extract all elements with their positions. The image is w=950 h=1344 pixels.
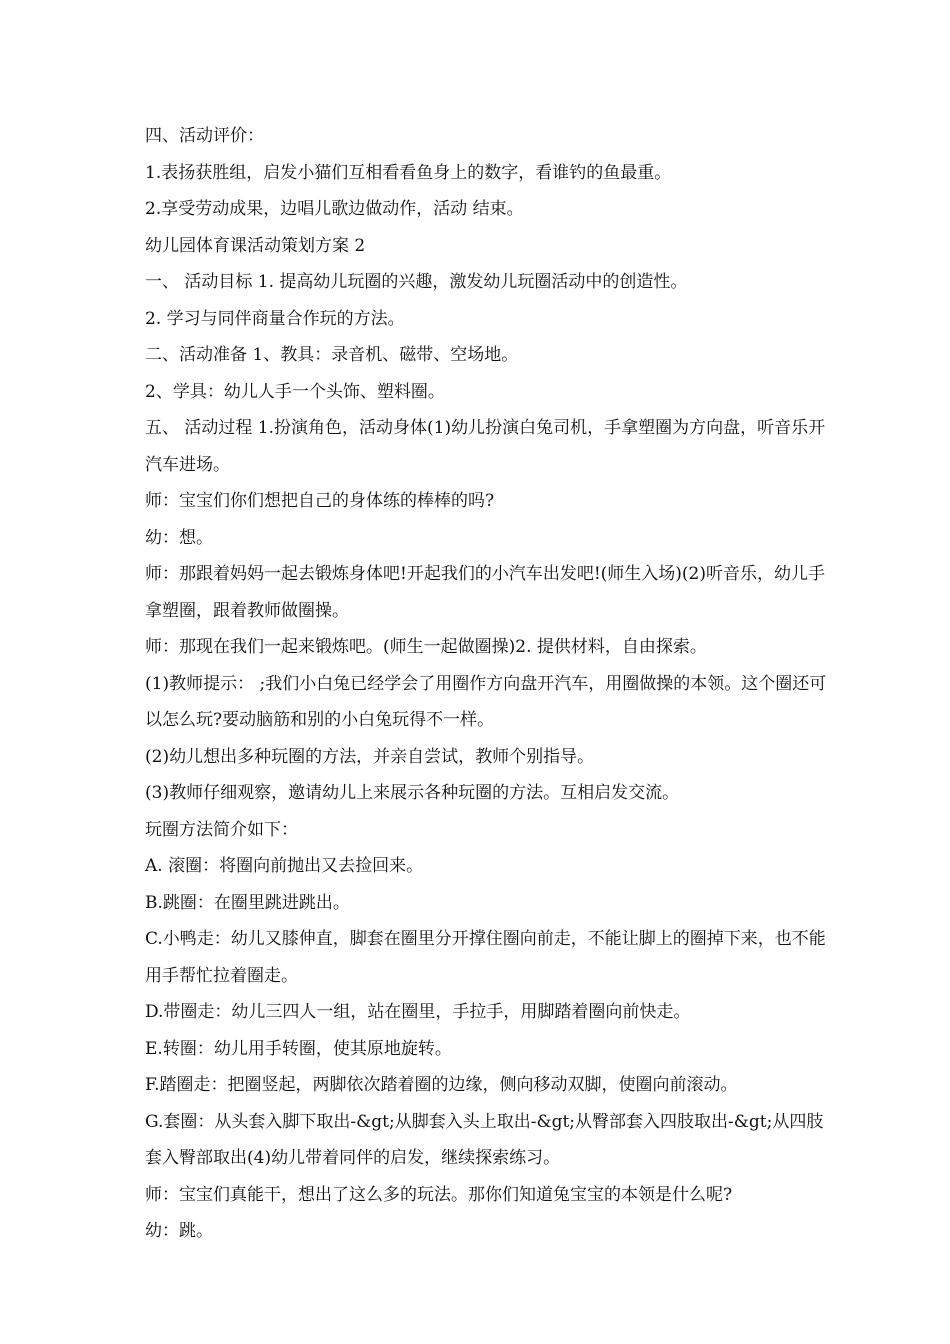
paragraph: 2. 学习与同伴商量合作玩的方法。: [145, 308, 405, 329]
paragraph: 1.表扬获胜组，启发小猫们互相看看鱼身上的数字，看谁钓的鱼最重。: [145, 162, 672, 183]
dialogue-line: 师：宝宝们你们想把自己的身体练的棒棒的吗?: [145, 491, 495, 511]
dialogue-line: 师：那跟着妈妈一起去锻炼身体吧!开起我们的小汽车出发吧!(师生入场)(2)听音乐，幼儿手拿塑圈，跟着教师做圈操。: [145, 564, 826, 621]
paragraph: (3)教师仔细观察，邀请幼儿上来展示各种玩圈的方法。互相启发交流。: [145, 783, 680, 803]
paragraph: 一、 活动目标 1. 提高幼儿玩圈的兴趣，激发幼儿玩圈活动中的创造性。: [145, 272, 688, 292]
section-heading-evaluation: 四、活动评价：: [145, 126, 264, 146]
list-item: E.转圈：幼儿用手转圈，使其原地旋转。: [145, 1038, 452, 1059]
paragraph: (1)教师提示： ;我们小白兔已经学会了用圈作方向盘开汽车，用圈做操的本领。这个圈还可以怎么玩?要动脑筋和别的小白兔玩得不一样。: [145, 673, 827, 730]
paragraph: (2)幼儿想出多种玩圈的方法，并亲自尝试，教师个别指导。: [145, 746, 595, 767]
list-item: A. 滚圈：将圈向前抛出又去捡回来。: [145, 856, 424, 876]
paragraph: 五、 活动过程 1.扮演角色，活动身体(1)幼儿扮演白兔司机，手拿塑圈为方向盘，听音乐开汽车进场。: [145, 418, 826, 475]
list-item: C.小鸭走：幼儿又膝伸直，脚套在圈里分开撑住圈向前走，不能让脚上的圈掉下来，也不能用手帮忙拉着圈走。: [145, 929, 826, 986]
dialogue-line: 师：宝宝们真能干，想出了这么多的玩法。那你们知道兔宝宝的本领是什么呢?: [145, 1184, 733, 1205]
dialogue-line: 师：那现在我们一起来锻炼吧。(师生一起做圈操)2. 提供材料，自由探索。: [145, 637, 707, 657]
list-item: G.套圈：从头套入脚下取出-&gt;从脚套入头上取出-&gt;从臀部套入四肢取出-&gt;从四肢套入臀部取出(4)幼儿带着同伴的启发，继续探索练习。: [145, 1111, 824, 1168]
document-title: 幼儿园体育课活动策划方案 2: [145, 235, 366, 256]
paragraph: 2.享受劳动成果，边唱儿歌边做动作，活动 结束。: [145, 199, 524, 219]
paragraph: 玩圈方法简介如下：: [145, 819, 298, 840]
list-item: B.跳圈：在圈里跳进跳出。: [145, 892, 350, 913]
list-item: F.踏圈走：把圈竖起，两脚依次踏着圈的边缘，侧向移动双脚，使圈向前滚动。: [145, 1075, 738, 1095]
dialogue-line: 幼：跳。: [145, 1221, 213, 1241]
paragraph: 2、学具：幼儿人手一个头饰、塑料圈。: [145, 381, 445, 402]
document-body: [145, 118, 835, 1250]
list-item: D.带圈走：幼儿三四人一组，站在圈里，手拉手，用脚踏着圈向前快走。: [145, 1002, 691, 1022]
dialogue-line: 幼：想。: [145, 527, 213, 548]
paragraph: 二、活动准备 1、教具：录音机、磁带、空场地。: [145, 345, 519, 365]
